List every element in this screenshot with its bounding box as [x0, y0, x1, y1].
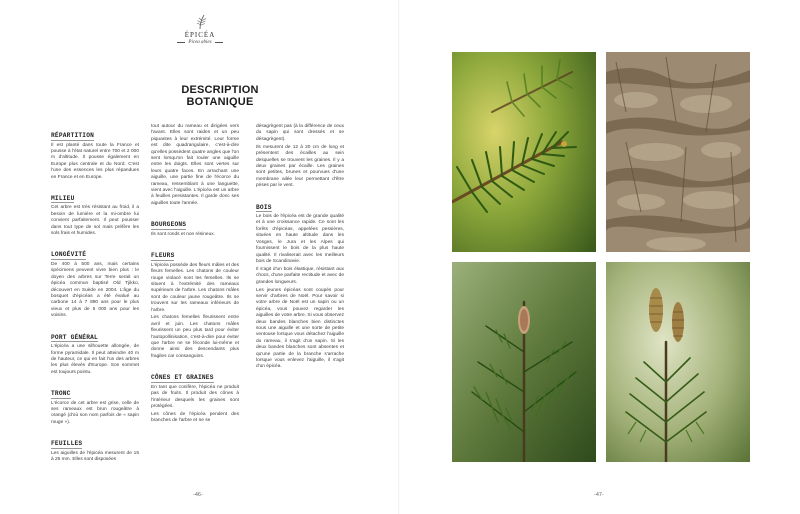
section-repartition: [51, 124, 139, 181]
section-text: Il s'agit d'un bois élastique, résistant aux chocs, d'une parfaite rectitude et avec de grandes longueurs.: [256, 266, 344, 285]
photo-spruce-bark: [606, 52, 750, 252]
section-text: L'écorce de cet arbre est grise, celle de ses rameaux est brun rougeâtre à orangé (d'où son nom parfois de « sapin rouge »).: [51, 400, 139, 425]
section-text: Les chatons femelles fleurissent entre avril et juin. Les chatons mâles fleurissent un peu plus tard pour éviter l'autopollinisation, c'est-à-dire pour éviter que l'arbre ne se féconde lui-même et donne ainsi des descendants plus fragiles car consanguins.: [151, 315, 239, 359]
photo-spruce-female-flower: [452, 262, 596, 462]
text-column-1: [51, 124, 139, 470]
section-port-general: [51, 326, 139, 377]
page-number-left: -46-: [193, 492, 203, 498]
species-name: ÉPICÉA: [184, 31, 216, 39]
section-heading: RÉPARTITION: [51, 132, 95, 139]
section-bourgeons: [151, 213, 239, 238]
section-longevite: [51, 243, 139, 319]
section-feuilles: [51, 432, 139, 463]
latin-name: Picea abies: [188, 40, 212, 45]
section-heading: BOIS: [256, 203, 272, 211]
section-text: Les jeunes épicéas sont coupés pour servir d'arbres de Noël. Pour savoir si votre arbre de Noël est un sapin ou un épicéa, vous pouvez regarder les aiguilles de votre arbre. Si vous observez deux bandes blanches bien distinctes sous une aiguille et une sorte de petite ventouse lorsque vous détachez l'aiguille du rameau, il s'agit d'un sapin. Si les deux bandes blanches sont absentes et qu'une partie de la branche s'arrache lorsque vous enlevez l'aiguille, il s'agit d'un épicéa.: [256, 287, 344, 370]
section-text: L'épicéa a une silhouette allongée, de forme pyramidale. Il peut atteindre 40 m de hauteur, ce qui en fait l'un des arbres les plus élevés d'Europe. Son sommet est toujours pointu.: [51, 344, 139, 375]
section-milieu: [51, 187, 139, 238]
section-feuilles-continued: [151, 124, 239, 207]
section-text: Les aiguilles de l'épicéa mesurent de 15 à 25 mm. Elles sont disposées: [51, 450, 139, 463]
section-tronc: [51, 382, 139, 426]
section-heading: LONGÉVITÉ: [51, 251, 87, 259]
section-text: Ils mesurent de 12 à 20 cm de long et présentent des écailles au sein desquelles se trouvent les graines. Il y a deux graines par écaille. Les graines sont petites, brunes et pourvues d'une membrane ailée leur permettant d'être prises par le vent.: [256, 144, 344, 189]
section-text: En tant que conifère, l'épicéa ne produit pas de fruits. Il produit des cônes à l'intérieur desquels les graines sont protégées.: [151, 384, 239, 409]
section-heading: CÔNES ET GRAINES: [151, 374, 214, 382]
latin-name-row: [170, 40, 230, 45]
section-text: Il est planté dans toute la France et pousse à l'état naturel entre 700 et 2 000 m d'altitude. Il pousse également en Europe plus centrale et du Nord. C'est l'une des essences les plus répandues en France et en Europe.: [51, 142, 139, 180]
section-cones-continued: [256, 124, 344, 190]
page-header: [170, 14, 230, 45]
section-heading: PORT GÉNÉRAL: [51, 333, 98, 341]
section-text: désagrègent pas (à la différence de ceux du sapin qui sont dressés et se désagrègent).: [256, 124, 344, 142]
section-text: Ils sont ronds et non résineux.: [151, 231, 215, 237]
page-title: DESCRIPTION BOTANIQUE: [181, 84, 259, 108]
text-column-3: [256, 124, 344, 377]
section-heading: BOURGEONS: [151, 221, 187, 229]
conifer-sprig-icon: [191, 14, 209, 30]
page-number-right: -47-: [594, 492, 604, 498]
section-heading: FEUILLES: [51, 440, 83, 448]
photo-spruce-cones: [606, 262, 750, 462]
section-text: tout autour du rameau et dirigées vers l'avant. Elles sont raides et un peu piquantes à leur extrémité. Leur forme est dite quadrangulaire, c'est-à-dire qu'elles possèdent quatre angles que l'on sent lorsqu'on fait rouler une aiguille entre les doigts. Elles sont vertes sur leurs quatre faces. En arrachant une aiguille, une partie fine de l'écorce du rameau, ressemblant à une languette, vient avec l'aiguille. L'épicéa est un arbre à feuilles persistantes. Il garde donc ses aiguilles toute l'année.: [151, 124, 239, 206]
latin-left-rule: [177, 42, 185, 43]
section-text: L'épicéa possède des fleurs mâles et des fleurs femelles. Les chatons de couleur rouge violacé sont les femelles. Ils se situent à l'extrémité des rameaux supérieurs de l'arbre. Les chatons mâles sont de couleur jaune rougeâtre. Ils se trouvent sur les rameaux inférieurs de l'arbre.: [151, 262, 239, 313]
section-text: De 400 à 500 ans, mais certains spécimens peuvent vivre bien plus : le doyen des arbres sur Terre serait un épicéa commun baptisé Old Tjikko, découvert en Suède en 2004. L'âge du bosquet d'épicéas a été évalué au carbone 14 à 7 890 ans pour le plus vieux et plus de 5 000 ans pour les voisins.: [51, 261, 139, 319]
section-bois: [256, 196, 344, 371]
latin-right-rule: [215, 42, 223, 43]
section-text: Les cônes de l'épicéa pendent des branches de l'arbre et ne se: [151, 411, 239, 424]
section-text: Cet arbre est très résistant au froid, il a besoin de lumière et la mi-ombre lui convient parfaitement. Il peut pousser dans tout type de sol mais préfère les sols frais et humides.: [51, 205, 139, 237]
section-text: Le bois de l'épicéa est de grande qualité et à une croissance rapide. Ce sont les forêts d'épicéas, appelées pessières, situées en haute altitude dans les Vosges, le Jura et les Alpes qui fournissent le bois de la plus haute qualité. Il rivaliserait avec les meilleurs bois de Scandinavie.: [256, 214, 344, 264]
section-heading: TRONC: [51, 390, 71, 398]
section-heading: FLEURS: [151, 252, 175, 260]
section-heading: MILIEU: [51, 194, 75, 202]
section-fleurs: [151, 244, 239, 360]
text-column-2: [151, 124, 239, 431]
photo-spruce-branch-tip: [452, 52, 596, 252]
section-cones-graines: [151, 366, 239, 424]
